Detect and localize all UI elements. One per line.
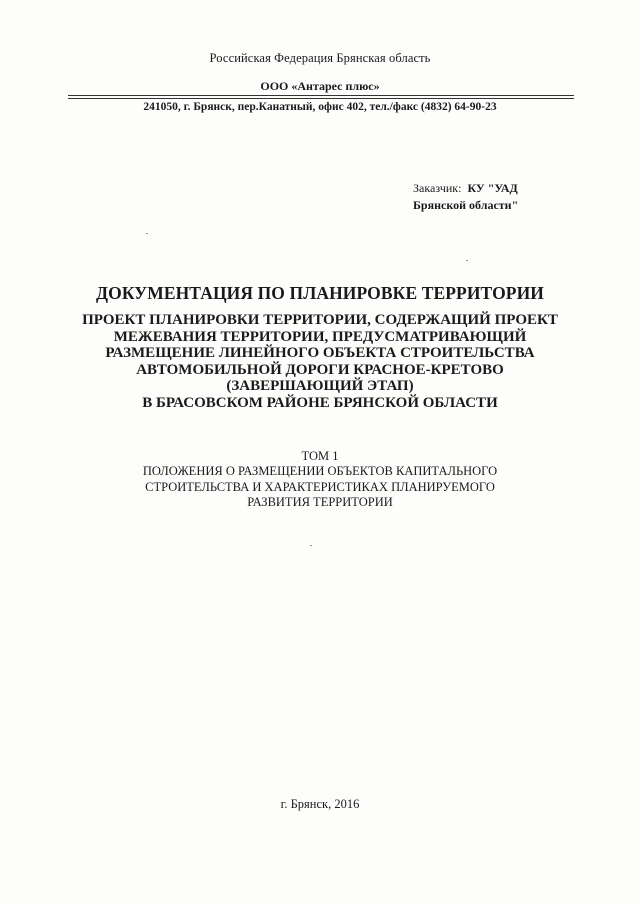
- subtitle-line: РАЗМЕЩЕНИЕ ЛИНЕЙНОГО ОБЪЕКТА СТРОИТЕЛЬСТВА: [105, 345, 535, 362]
- document-title: ДОКУМЕНТАЦИЯ ПО ПЛАНИРОВКЕ ТЕРРИТОРИИ: [95, 283, 545, 303]
- volume-label: ТОМ 1: [301, 449, 339, 463]
- header-rule-top: [68, 95, 574, 96]
- customer-line-1: [413, 180, 518, 197]
- customer-name-line-2: Брянской области": [413, 198, 519, 212]
- header-rule-bottom: [68, 98, 574, 99]
- customer-label: Заказчик:: [413, 181, 462, 195]
- subtitle-line: ПРОЕКТ ПЛАНИРОВКИ ТЕРРИТОРИИ, СОДЕРЖАЩИЙ ПРОЕКТ: [82, 312, 558, 328]
- region-heading: Российская Федерация Брянская область: [209, 51, 431, 65]
- scan-speck: [146, 233, 148, 234]
- subtitle-line: АВТОМОБИЛЬНОЙ ДОРОГИ КРАСНОЕ-КРЕТОВО: [136, 361, 504, 378]
- customer-name-line-1: КУ "УАД: [467, 181, 518, 195]
- volume-description-line: СТРОИТЕЛЬСТВА И ХАРАКТЕРИСТИКАХ ПЛАНИРУЕМОГО: [145, 479, 495, 494]
- subtitle-line: МЕЖЕВАНИЯ ТЕРРИТОРИИ, ПРЕДУСМАТРИВАЮЩИЙ: [113, 328, 527, 345]
- volume-description-line: ПОЛОЖЕНИЯ О РАЗМЕЩЕНИИ ОБЪЕКТОВ КАПИТАЛЬНОГО: [142, 464, 498, 478]
- customer-block: [413, 180, 518, 214]
- volume-description: [0, 464, 640, 511]
- city-and-year: г. Брянск, 2016: [280, 797, 360, 811]
- subtitle-line: (ЗАВЕРШАЮЩИЙ ЭТАП): [226, 378, 414, 395]
- organization-address: 241050, г. Брянск, пер.Канатный, офис 402, тел./факс (4832) 64-90-23: [143, 101, 497, 113]
- volume-description-line: РАЗВИТИЯ ТЕРРИТОРИИ: [247, 495, 393, 509]
- subtitle-line: В БРАСОВСКОМ РАЙОНЕ БРЯНСКОЙ ОБЛАСТИ: [142, 394, 498, 411]
- document-subtitle: [0, 312, 640, 412]
- scan-speck: [466, 260, 468, 261]
- scan-speck: [310, 545, 312, 546]
- organization-name: ООО «Антарес плюс»: [260, 79, 380, 93]
